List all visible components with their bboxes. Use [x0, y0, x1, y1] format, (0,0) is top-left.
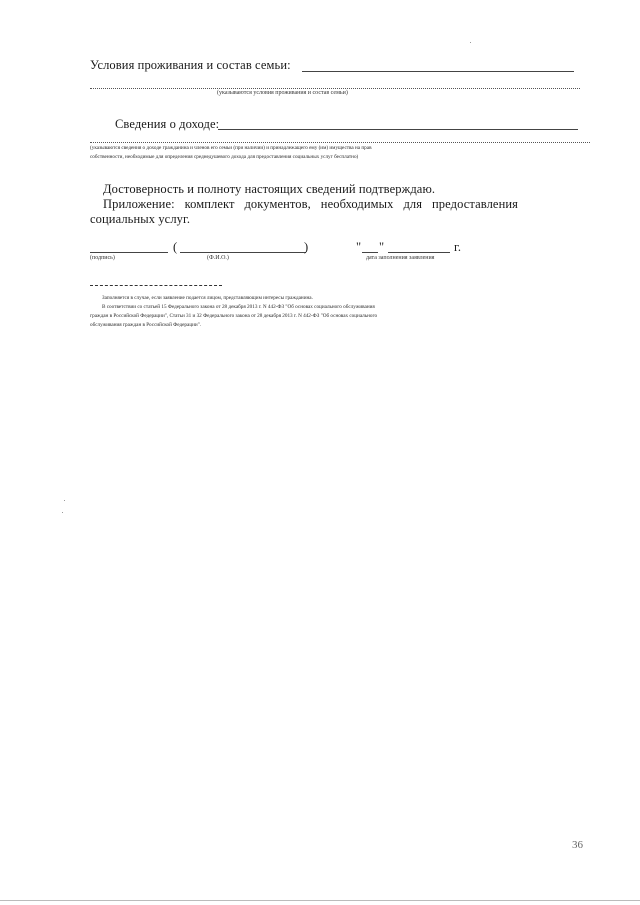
date-day-field[interactable]: [362, 252, 378, 253]
date-label: дата заполнения заявления: [366, 255, 435, 261]
income-note-line1: (указываются сведения о доходе гражданина и членов его семьи (при наличии) и принадлежащего ему (им) имущества на прав: [90, 145, 372, 151]
fio-close-paren: ): [304, 240, 309, 254]
income-field[interactable]: [218, 129, 578, 130]
income-label: Сведения о доходе:: [115, 117, 220, 131]
attachment-line2: социальных услуг.: [90, 212, 191, 226]
date-quote-open: ": [356, 240, 362, 254]
fio-open-paren: (: [173, 240, 178, 254]
living-conditions-field[interactable]: [302, 71, 574, 72]
confirmation-text: Достоверность и полноту настоящих сведений подтверждаю.: [103, 182, 436, 196]
signature-field[interactable]: [90, 252, 168, 253]
footnote-2-line2: граждан в Российской Федерации", Статьи 31 и 32 Федерального закона от 28 декабря 2013 г. N 442-ФЗ "Об основах социального: [90, 313, 378, 319]
page-bottom-edge: [0, 900, 640, 901]
date-month-field[interactable]: [388, 252, 450, 253]
scan-speck: [64, 500, 65, 501]
living-conditions-label: Условия проживания и состав семьи:: [90, 58, 291, 72]
attachment-line1: Приложение: комплект документов, необходимых для предоставления: [103, 197, 518, 211]
scan-speck: [62, 512, 63, 513]
footnote-separator: [90, 285, 222, 286]
income-note-line2: собственности, необходимые для определения среднедушевого дохода для предоставления социальных услуг бесплатно): [90, 154, 359, 160]
page-number: 36: [572, 839, 583, 851]
living-conditions-note: (указываются условия проживания и состав семьи): [217, 90, 348, 96]
date-quote-close: ": [379, 240, 385, 254]
signature-label: (подпись): [90, 255, 115, 261]
footnote-1: Заполняется в случае, если заявление подается лицом, представляющим интересы гражданина.: [102, 295, 313, 301]
footnote-2-line1: В соответствии со статьей 15 Федерального закона от 28 декабря 2013 г. N 442-ФЗ "Об основах социального обслуживания: [102, 304, 375, 310]
date-year-suffix: г.: [454, 240, 462, 254]
footnote-2-line3: обслуживания граждан в Российской Федерации".: [90, 322, 202, 328]
income-field-line2[interactable]: [90, 142, 590, 143]
fio-field[interactable]: [180, 252, 306, 253]
living-conditions-field-line2[interactable]: [90, 88, 580, 89]
fio-label: (Ф.И.О.): [207, 255, 229, 261]
scan-speck: [470, 42, 471, 43]
